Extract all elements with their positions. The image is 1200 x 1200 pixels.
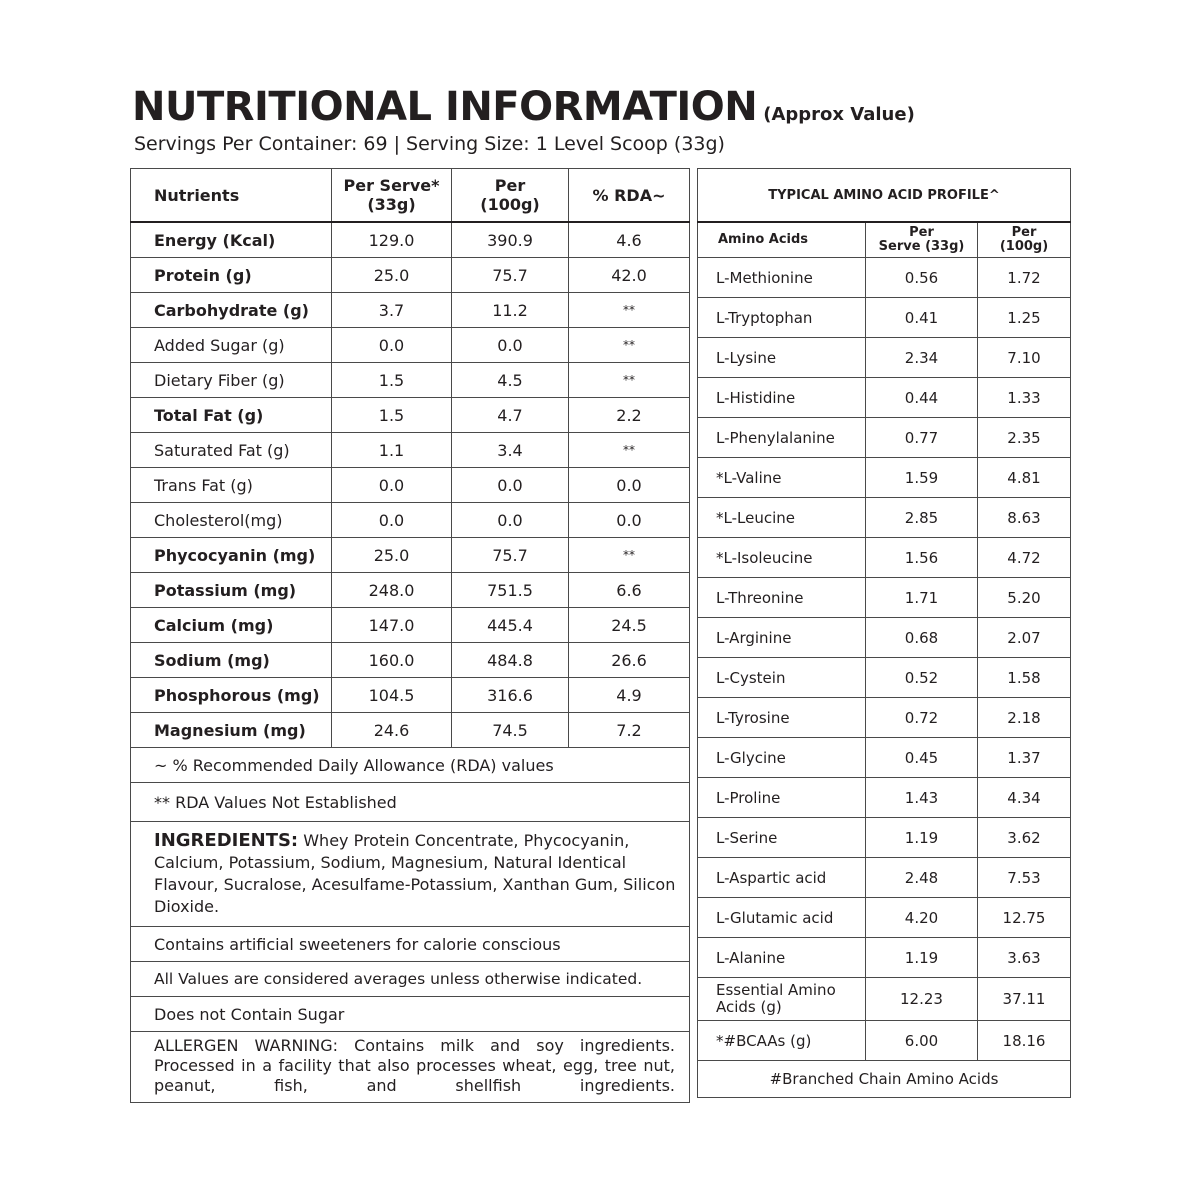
amino-row — [698, 418, 1071, 458]
amino-per-100g-value: 2.07 — [978, 618, 1071, 658]
amino-table-title: TYPICAL AMINO ACID PROFILE^ — [698, 169, 1071, 223]
note-no-sugar: Does not Contain Sugar — [131, 997, 690, 1032]
rda-value: 24.5 — [569, 608, 690, 643]
per-100g-value: 75.7 — [452, 538, 569, 573]
amino-name: L-Proline — [698, 778, 866, 818]
amino-name: L-Tyrosine — [698, 698, 866, 738]
nutrition-row — [131, 398, 690, 433]
amino-per-100g-value: 1.25 — [978, 298, 1071, 338]
amino-per-100g-value: 7.53 — [978, 858, 1071, 898]
amino-name: L-Lysine — [698, 338, 866, 378]
note-rda: ~ % Recommended Daily Allowance (RDA) values — [131, 748, 690, 783]
nutrition-row — [131, 643, 690, 678]
amino-per-100g-value: 4.72 — [978, 538, 1071, 578]
rda-value: ** — [569, 328, 690, 363]
nutrition-row — [131, 328, 690, 363]
nutrition-row — [131, 503, 690, 538]
amino-row — [698, 578, 1071, 618]
rda-value: 0.0 — [569, 503, 690, 538]
amino-name: L-Cystein — [698, 658, 866, 698]
note-rda-not-established: ** RDA Values Not Established — [131, 783, 690, 822]
note-averages: All Values are considered averages unless otherwise indicated. — [131, 962, 690, 997]
amino-name: Essential Amino Acids (g) — [698, 978, 866, 1021]
per-serve-value: 25.0 — [332, 538, 452, 573]
rda-value: 6.6 — [569, 573, 690, 608]
amino-name: L-Phenylalanine — [698, 418, 866, 458]
per-100g-value: 445.4 — [452, 608, 569, 643]
amino-per-100g-value: 18.16 — [978, 1021, 1071, 1061]
amino-per-100g-value: 1.33 — [978, 378, 1071, 418]
per-100g-value: 0.0 — [452, 328, 569, 363]
amino-per-100g-value: 2.18 — [978, 698, 1071, 738]
rda-value: 42.0 — [569, 258, 690, 293]
amino-per-100g-value: 1.58 — [978, 658, 1071, 698]
amino-per-100g-value: 2.35 — [978, 418, 1071, 458]
amino-row — [698, 898, 1071, 938]
header-per-100g: Per (100g) — [452, 169, 569, 223]
per-serve-value: 160.0 — [332, 643, 452, 678]
rda-value: ** — [569, 538, 690, 573]
amino-name: L-Histidine — [698, 378, 866, 418]
amino-per-serve-value: 0.56 — [866, 258, 978, 298]
amino-row — [698, 778, 1071, 818]
nutrition-row — [131, 468, 690, 503]
amino-row — [698, 738, 1071, 778]
amino-name: L-Aspartic acid — [698, 858, 866, 898]
amino-row — [698, 818, 1071, 858]
rda-value: 0.0 — [569, 468, 690, 503]
amino-row — [698, 378, 1071, 418]
amino-per-100g-value: 3.62 — [978, 818, 1071, 858]
per-100g-value: 316.6 — [452, 678, 569, 713]
per-100g-value: 484.8 — [452, 643, 569, 678]
amino-per-100g-value: 1.37 — [978, 738, 1071, 778]
per-100g-value: 3.4 — [452, 433, 569, 468]
per-serve-value: 147.0 — [332, 608, 452, 643]
amino-row — [698, 1021, 1071, 1061]
amino-name: L-Serine — [698, 818, 866, 858]
rda-value: 4.6 — [569, 222, 690, 258]
amino-name: L-Alanine — [698, 938, 866, 978]
nutrient-name: Energy (Kcal) — [131, 222, 332, 258]
nutrition-row — [131, 258, 690, 293]
amino-per-serve-value: 4.20 — [866, 898, 978, 938]
amino-row — [698, 298, 1071, 338]
nutrient-name: Phosphorous (mg) — [131, 678, 332, 713]
amino-row — [698, 618, 1071, 658]
amino-per-serve-value: 1.43 — [866, 778, 978, 818]
amino-per-serve-value: 0.72 — [866, 698, 978, 738]
nutrient-name: Carbohydrate (g) — [131, 293, 332, 328]
header-rda: % RDA~ — [569, 169, 690, 223]
nutrient-name: Calcium (mg) — [131, 608, 332, 643]
rda-value: 4.9 — [569, 678, 690, 713]
header-amino-per-serve: Per Serve (33g) — [866, 222, 978, 258]
amino-per-100g-value: 37.11 — [978, 978, 1071, 1021]
nutrition-row — [131, 713, 690, 748]
nutrition-row — [131, 363, 690, 398]
page-title: NUTRITIONAL INFORMATION — [132, 84, 758, 130]
rda-value: 7.2 — [569, 713, 690, 748]
nutrient-name: Magnesium (mg) — [131, 713, 332, 748]
nutrient-name: Added Sugar (g) — [131, 328, 332, 363]
amino-row — [698, 498, 1071, 538]
amino-name: L-Arginine — [698, 618, 866, 658]
nutrient-name: Trans Fat (g) — [131, 468, 332, 503]
nutrition-row — [131, 538, 690, 573]
amino-per-100g-value: 5.20 — [978, 578, 1071, 618]
amino-name: *L-Valine — [698, 458, 866, 498]
amino-per-serve-value: 1.71 — [866, 578, 978, 618]
amino-per-serve-value: 0.44 — [866, 378, 978, 418]
nutrition-table — [130, 168, 690, 1103]
amino-row — [698, 338, 1071, 378]
amino-per-serve-value: 1.59 — [866, 458, 978, 498]
per-100g-value: 0.0 — [452, 503, 569, 538]
amino-name: *#BCAAs (g) — [698, 1021, 866, 1061]
per-serve-value: 0.0 — [332, 328, 452, 363]
nutrient-name: Dietary Fiber (g) — [131, 363, 332, 398]
per-serve-value: 0.0 — [332, 468, 452, 503]
amino-name: L-Tryptophan — [698, 298, 866, 338]
amino-row — [698, 458, 1071, 498]
amino-per-100g-value: 12.75 — [978, 898, 1071, 938]
amino-per-serve-value: 6.00 — [866, 1021, 978, 1061]
amino-per-serve-value: 2.48 — [866, 858, 978, 898]
amino-per-serve-value: 0.52 — [866, 658, 978, 698]
per-100g-value: 0.0 — [452, 468, 569, 503]
per-serve-value: 3.7 — [332, 293, 452, 328]
amino-per-serve-value: 0.77 — [866, 418, 978, 458]
title-suffix: (Approx Value) — [763, 104, 915, 125]
header-per-serve: Per Serve* (33g) — [332, 169, 452, 223]
nutrition-row — [131, 678, 690, 713]
note-sweeteners: Contains artificial sweeteners for calorie conscious — [131, 927, 690, 962]
per-serve-value: 1.5 — [332, 363, 452, 398]
servings-info: Servings Per Container: 69 | Serving Size: 1 Level Scoop (33g) — [134, 133, 725, 155]
amino-row — [698, 698, 1071, 738]
nutrient-name: Potassium (mg) — [131, 573, 332, 608]
amino-per-100g-value: 8.63 — [978, 498, 1071, 538]
per-100g-value: 75.7 — [452, 258, 569, 293]
amino-row — [698, 978, 1071, 1021]
nutrition-row — [131, 293, 690, 328]
amino-per-serve-value: 2.85 — [866, 498, 978, 538]
per-100g-value: 751.5 — [452, 573, 569, 608]
nutrient-name: Sodium (mg) — [131, 643, 332, 678]
amino-name: *L-Leucine — [698, 498, 866, 538]
amino-per-serve-value: 1.19 — [866, 938, 978, 978]
amino-acid-table — [697, 168, 1071, 1098]
amino-row — [698, 858, 1071, 898]
nutrient-name: Cholesterol(mg) — [131, 503, 332, 538]
per-100g-value: 390.9 — [452, 222, 569, 258]
amino-per-serve-value: 0.41 — [866, 298, 978, 338]
title-row — [132, 84, 915, 130]
amino-per-100g-value: 7.10 — [978, 338, 1071, 378]
amino-per-100g-value: 3.63 — [978, 938, 1071, 978]
per-serve-value: 1.5 — [332, 398, 452, 433]
per-100g-value: 4.5 — [452, 363, 569, 398]
ingredients-cell — [131, 822, 690, 927]
amino-footnote: #Branched Chain Amino Acids — [698, 1061, 1071, 1098]
amino-row — [698, 538, 1071, 578]
nutrition-row — [131, 222, 690, 258]
amino-row — [698, 258, 1071, 298]
header-amino-per-100g: Per (100g) — [978, 222, 1071, 258]
amino-per-serve-value: 12.23 — [866, 978, 978, 1021]
per-100g-value: 4.7 — [452, 398, 569, 433]
amino-name: *L-Isoleucine — [698, 538, 866, 578]
per-serve-value: 24.6 — [332, 713, 452, 748]
amino-per-serve-value: 2.34 — [866, 338, 978, 378]
per-serve-value: 25.0 — [332, 258, 452, 293]
amino-name: L-Glutamic acid — [698, 898, 866, 938]
ingredients-text: Whey Protein Concentrate, Phycocyanin, Calcium, Potassium, Sodium, Magnesium, Natural Identical Flavour, Sucralose, Acesulfame-Potassium, Xanthan Gum, Silicon Dioxide. — [154, 831, 676, 916]
amino-per-100g-value: 4.34 — [978, 778, 1071, 818]
nutrient-name: Saturated Fat (g) — [131, 433, 332, 468]
per-serve-value: 248.0 — [332, 573, 452, 608]
nutrition-row — [131, 573, 690, 608]
nutrient-name: Protein (g) — [131, 258, 332, 293]
per-100g-value: 74.5 — [452, 713, 569, 748]
amino-per-serve-value: 0.45 — [866, 738, 978, 778]
nutrition-row — [131, 608, 690, 643]
allergen-warning: ALLERGEN WARNING: Contains milk and soy ingredients. Processed in a facility that also processes wheat, egg, tree nut, peanut, fish, and shellfish ingredients. — [131, 1032, 690, 1103]
per-serve-value: 1.1 — [332, 433, 452, 468]
nutrition-row — [131, 433, 690, 468]
rda-value: 2.2 — [569, 398, 690, 433]
amino-per-serve-value: 0.68 — [866, 618, 978, 658]
amino-per-serve-value: 1.56 — [866, 538, 978, 578]
amino-row — [698, 658, 1071, 698]
amino-per-100g-value: 1.72 — [978, 258, 1071, 298]
per-serve-value: 104.5 — [332, 678, 452, 713]
nutrient-name: Phycocyanin (mg) — [131, 538, 332, 573]
per-serve-value: 129.0 — [332, 222, 452, 258]
header-amino-acids: Amino Acids — [698, 222, 866, 258]
amino-name: L-Methionine — [698, 258, 866, 298]
amino-row — [698, 938, 1071, 978]
amino-name: L-Glycine — [698, 738, 866, 778]
ingredients-heading: INGREDIENTS: — [154, 830, 299, 851]
header-nutrients: Nutrients — [131, 169, 332, 223]
rda-value: ** — [569, 363, 690, 398]
rda-value: ** — [569, 433, 690, 468]
nutrient-name: Total Fat (g) — [131, 398, 332, 433]
rda-value: ** — [569, 293, 690, 328]
amino-per-serve-value: 1.19 — [866, 818, 978, 858]
rda-value: 26.6 — [569, 643, 690, 678]
per-serve-value: 0.0 — [332, 503, 452, 538]
amino-name: L-Threonine — [698, 578, 866, 618]
per-100g-value: 11.2 — [452, 293, 569, 328]
amino-per-100g-value: 4.81 — [978, 458, 1071, 498]
